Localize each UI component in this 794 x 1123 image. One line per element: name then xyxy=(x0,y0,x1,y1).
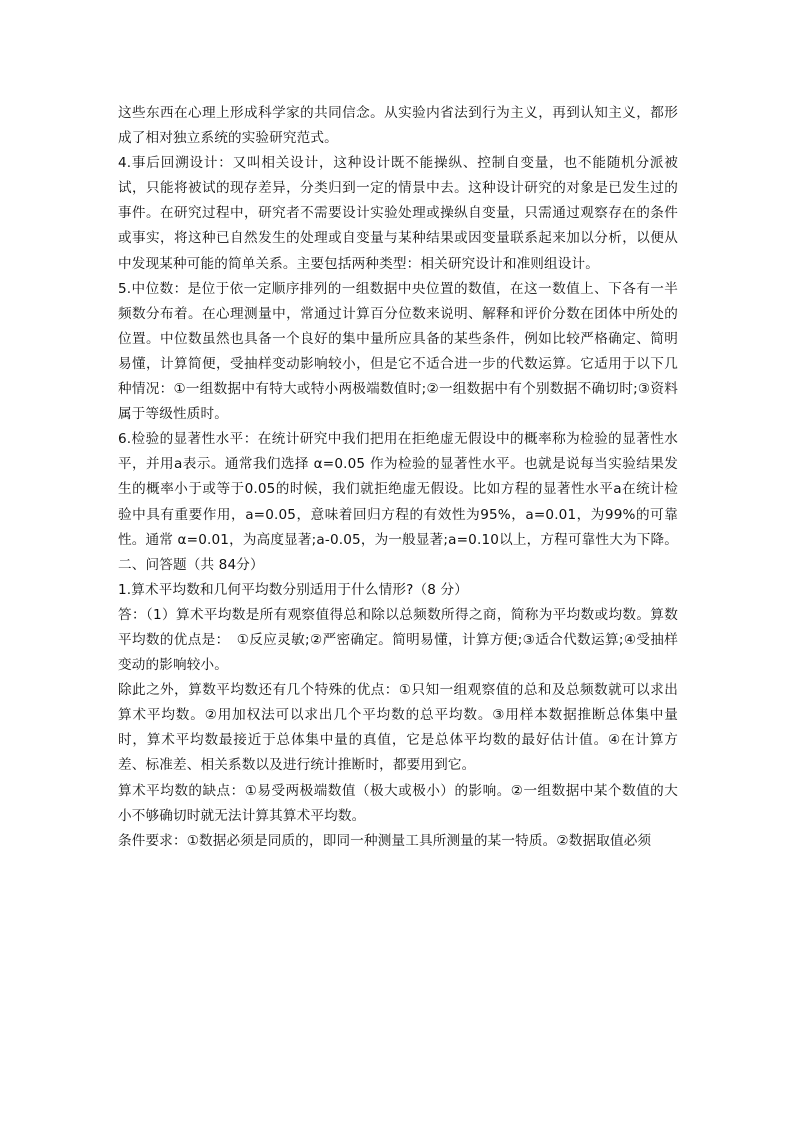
paragraph-paradigm-conclusion: 这些东西在心理上形成科学家的共同信念。从实验内省法到行为主义，再到认知主义，都形成了相对独立系统的实验研究范式。 xyxy=(118,105,678,147)
paragraph-median: 5.中位数：是位于依一定顺序排列的一组数据中央位置的数值，在这一数值上、下各有一半频数分布着。在心理测量中，常通过计算百分位数来说明、解释和评价分数在团体中所处的位置。中位数虽然也具备一个良好的集中量所应具备的某些条件，例如比较严格确定、简明易懂，计算简便，受抽样变动影响较小，但是它不适合进一步的代数运算。它适用于以下几种情况：①一组数据中有特大或特小两极端数值时;②一组数据中有个别数据不确切时;③资料属于等级性质时。 xyxy=(118,280,678,423)
answer-1-special-advantages: 除此之外，算数平均数还有几个特殊的优点：①只知一组观察值的总和及总频数就可以求出算术平均数。②用加权法可以求出几个平均数的总平均数。③用样本数据推断总体集中量时，算术平均数最接近于总体集中量的真值，它是总体平均数的最好估计值。④在计算方差、标准差、相关系数以及进行统计推断时，都要用到它。 xyxy=(118,682,678,774)
answer-1-conditions: 条件要求：①数据必须是同质的，即同一种测量工具所测量的某一特质。②数据取值必须 xyxy=(118,832,652,849)
document-page xyxy=(118,101,678,854)
answer-1-part-1: 答：（1）算术平均数是所有观察值得总和除以总频数所得之商，简称为平均数或均数。算数平均数的优点是： ①反应灵敏;②严密确定。简明易懂，计算方便;③适合代数运算;④受抽样变动的影响较小。 xyxy=(118,606,678,674)
paragraph-significance-level: 6.检验的显著性水平：在统计研究中我们把用在拒绝虚无假设中的概率称为检验的显著性水平，并用a表示。通常我们选择 α=0.05 作为检验的显著性水平。也就是说每当实验结果发生的概率小于或等于0.05的时候，我们就拒绝虚无假设。比如方程的显著性水平a在统计检验中具有重要作用，a=0.05，意味着回归方程的有效性为95%，a=0.01，为99%的可靠性。通常 α=0.01，为高度显著;a-0.05，为一般显著;a=0.10以上，方程可靠性大为下降。二、问答题（共 84分） xyxy=(118,431,678,573)
paragraph-ex-post-facto-design: 4.事后回溯设计：又叫相关设计，这种设计既不能操纵、控制自变量，也不能随机分派被试，只能将被试的现存差异，分类归到一定的情景中去。这种设计研究的对象是已发生过的事件。在研究过程中，研究者不需要设计实验处理或操纵自变量，只需通过观察存在的条件或事实，将这种已自然发生的处理或自变量与某种结果或因变量联系起来加以分析，以便从中发现某种可能的简单关系。主要包括两种类型：相关研究设计和准则组设计。 xyxy=(118,155,678,272)
question-1-heading: 1.算术平均数和几何平均数分别适用于什么情形?（8 分） xyxy=(118,581,469,598)
answer-1-disadvantages: 算术平均数的缺点：①易受两极端数值（极大或极小）的影响。②一组数据中某个数值的大小不够确切时就无法计算其算术平均数。 xyxy=(118,782,678,824)
